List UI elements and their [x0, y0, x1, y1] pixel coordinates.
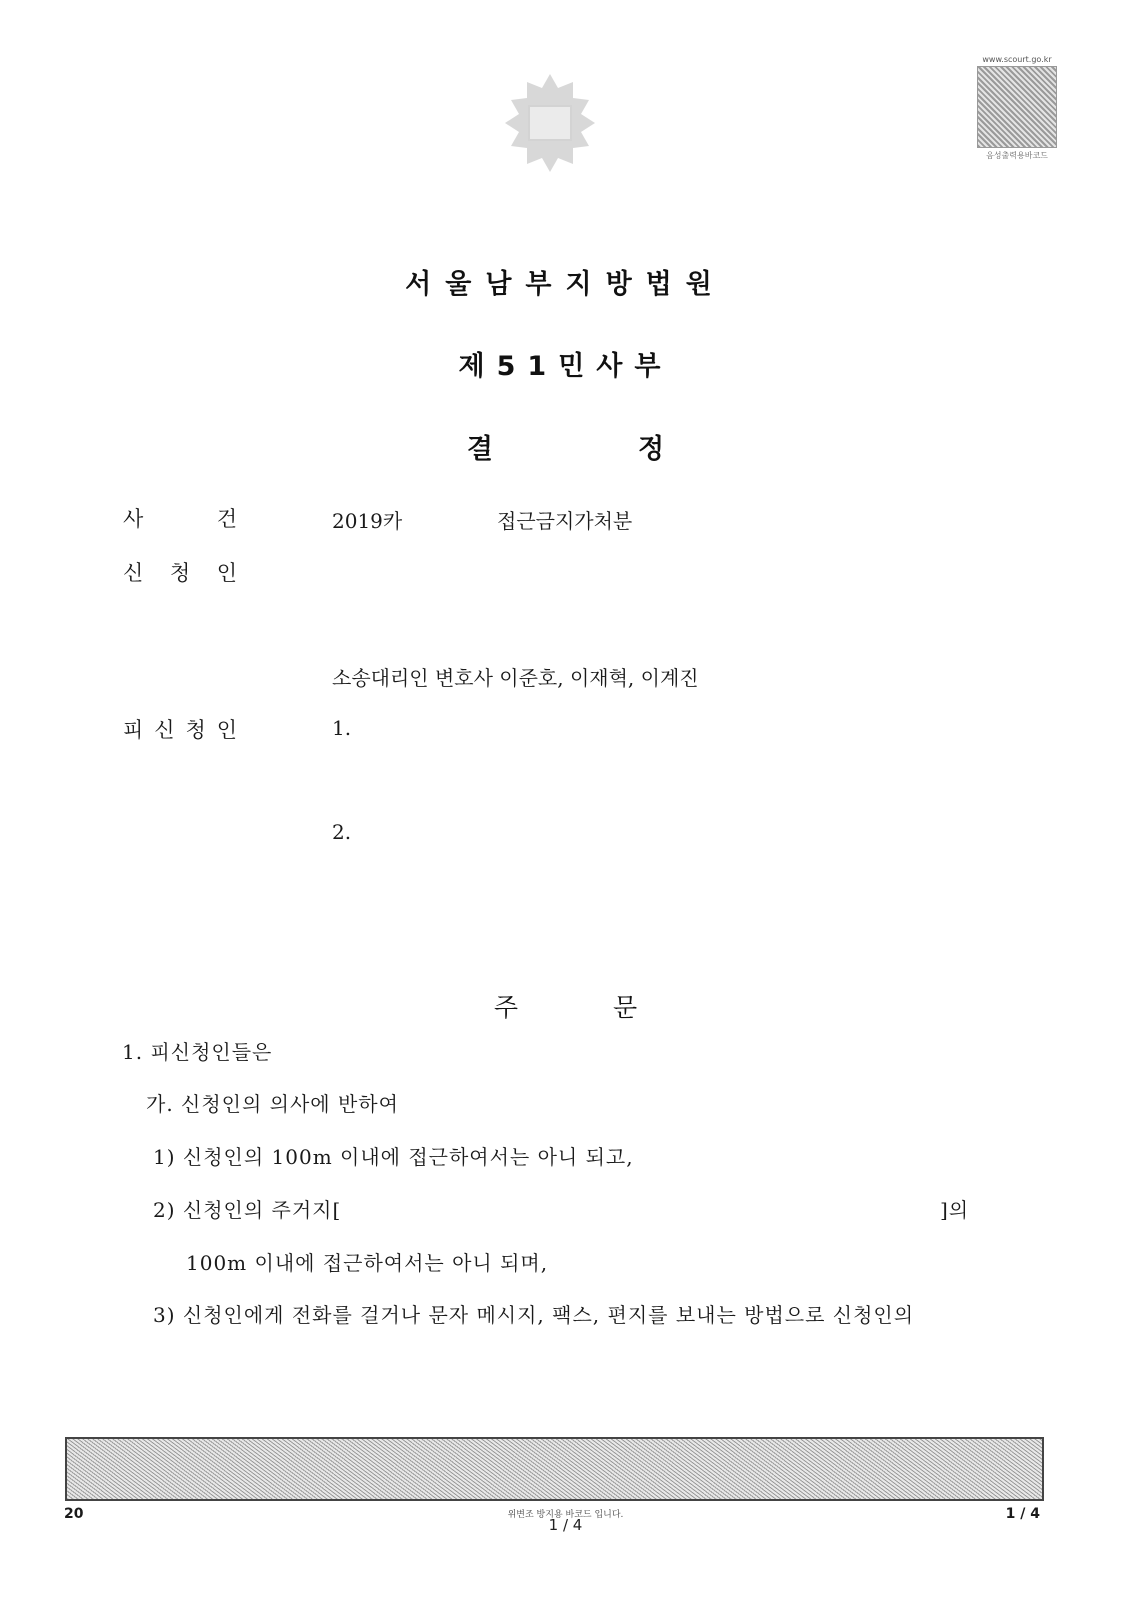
page-number-right: 1 / 4	[1005, 1506, 1040, 1522]
attorney-line: 소송대리인 변호사 이준호, 이재혁, 이계진	[332, 666, 699, 690]
qr-caption: 음성출력용바코드	[986, 151, 1048, 160]
court-name: 서울남부지방법원	[405, 269, 726, 300]
barcode-note: 위변조 방지용 바코드 입니다.	[507, 1510, 624, 1520]
footer-left-text: 20	[64, 1506, 84, 1522]
order-line-2: 가. 신청인의 의사에 반하여	[146, 1092, 399, 1116]
qr-url: www.scourt.go.kr	[982, 55, 1052, 64]
anti-forgery-barcode	[65, 1437, 1044, 1501]
voice-output-barcode	[975, 55, 1059, 171]
case-label	[123, 503, 237, 533]
order-line-6: 3) 신청인에게 전화를 걸거나 문자 메시지, 팩스, 편지를 보내는 방법으로 신청인의	[153, 1303, 915, 1327]
case-number: 2019카	[332, 509, 403, 533]
respondent-1: 1.	[332, 716, 352, 740]
order-title: 주문	[493, 993, 733, 1022]
order-line-1: 1. 피신청인들은	[122, 1040, 273, 1064]
order-line-4: 2) 신청인의 주거지[	[153, 1198, 342, 1222]
respondent-label: 피 신 청 인	[123, 718, 237, 742]
document-title: 결정	[466, 434, 810, 465]
case-label-text: 사 건	[123, 507, 237, 531]
qr-code-icon	[977, 66, 1057, 148]
division-name: 제51민사부	[458, 351, 673, 382]
applicant-label: 신 청 인	[123, 561, 237, 585]
order-line-3: 1) 신청인의 100m 이내에 접근하여서는 아니 되고,	[153, 1145, 634, 1169]
order-line-5: 100m 이내에 접근하여서는 아니 되며,	[186, 1251, 549, 1275]
order-line-4-end: ]의	[940, 1198, 970, 1222]
respondent-2: 2.	[332, 820, 352, 844]
court-seal-icon	[495, 68, 605, 178]
page-number-center: 1 / 4	[548, 1516, 583, 1534]
case-type: 접근금지가처분	[497, 509, 633, 533]
